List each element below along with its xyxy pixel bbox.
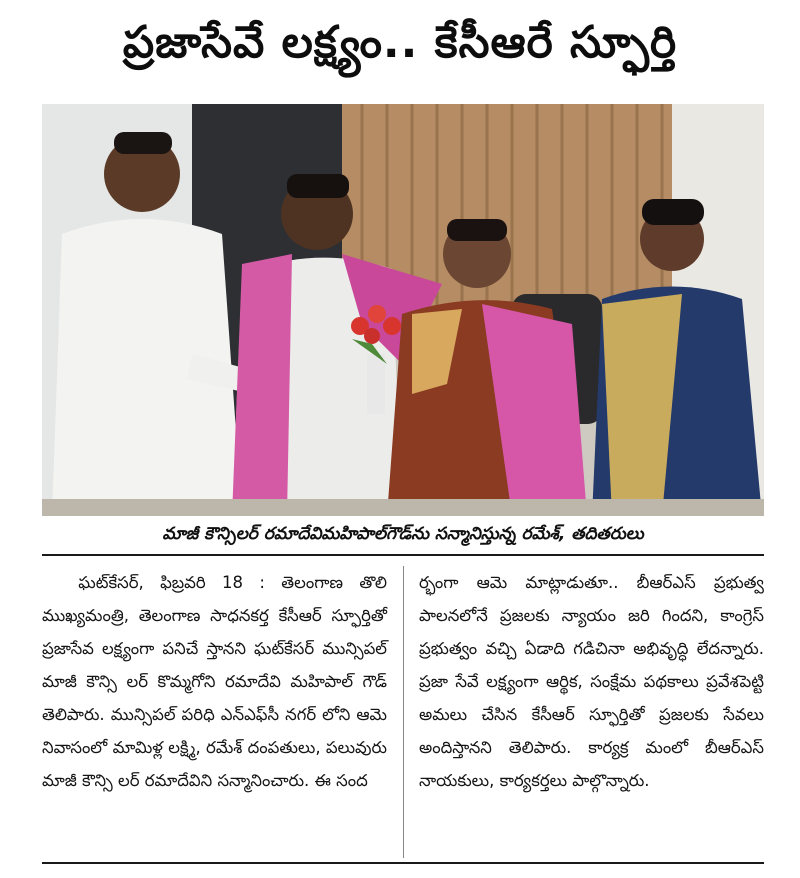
article-column-right-text: ర్భంగా ఆమె మాట్లాడుతూ.. బీఆర్‌ఎస్ ప్రభుత్వ పాలనలోనే ప్రజలకు న్యాయం జరి గిందని, కాంగ్రెస్ ప్రభుత్వం వచ్చి ఏడాది గడిచినా అభివృద్ధి లేదన్నారు. ప్రజా సేవే లక్ష్యంగా ఆర్థిక, సంక్షేమ పథకాలు ప్రవేశపెట్టి అమలు చేసిన కేసీఆర్ స్ఫూర్తితో ప్రజలకు సేవలు అందిస్తానని తెలిపారు. కార్యక్ర మంలో బీఆర్‌ఎస్ నాయకులు, కార్యకర్తలు పాల్గొన్నారు. (419, 573, 764, 790)
top-rule (42, 554, 764, 556)
bottom-rule (42, 862, 764, 864)
headline: ప్రజాసేవే లక్ష్యం.. కేసీఆరే స్ఫూర్తి (122, 17, 678, 68)
article-column-left-text: ఘట్‌కేసర్, ఫిబ్రవరి 18 : తెలంగాణ తొలి ముఖ్యమంత్రి, తెలంగాణ సాధనకర్త కేసీఆర్ స్ఫూర్తితో ప్రజాసేవ లక్ష్యంగా పనిచే స్తానని ఘట్‌కేసర్ మున్సిపల్ మాజీ కౌన్సి లర్ కొమ్మగోని రమాదేవి మహిపాల్ గౌడ్ తెలిపారు. మున్సిపల్ పరిధి ఎన్‌ఎఫ్‌సీ నగర్ లోని ఆమె నివాసంలో మామిళ్ల లక్ష్మి, రమేశ్ దంపతులు, పలువురు మాజీ కౌన్సి లర్ రమాదేవిని సన్మానించారు. ఈ సంద (42, 573, 387, 790)
news-photo (42, 104, 764, 516)
news-photo-image (42, 104, 764, 516)
column-divider (403, 566, 404, 858)
article-column-right (419, 566, 764, 858)
article-column-left (42, 566, 387, 858)
article-body (42, 566, 764, 858)
photo-caption: మాజీ కౌన్సిలర్ రమాదేవిమహిపాల్‌గౌడ్‌ను సన్మానిస్తున్న రమేశ్, తదితరులు (162, 524, 644, 544)
